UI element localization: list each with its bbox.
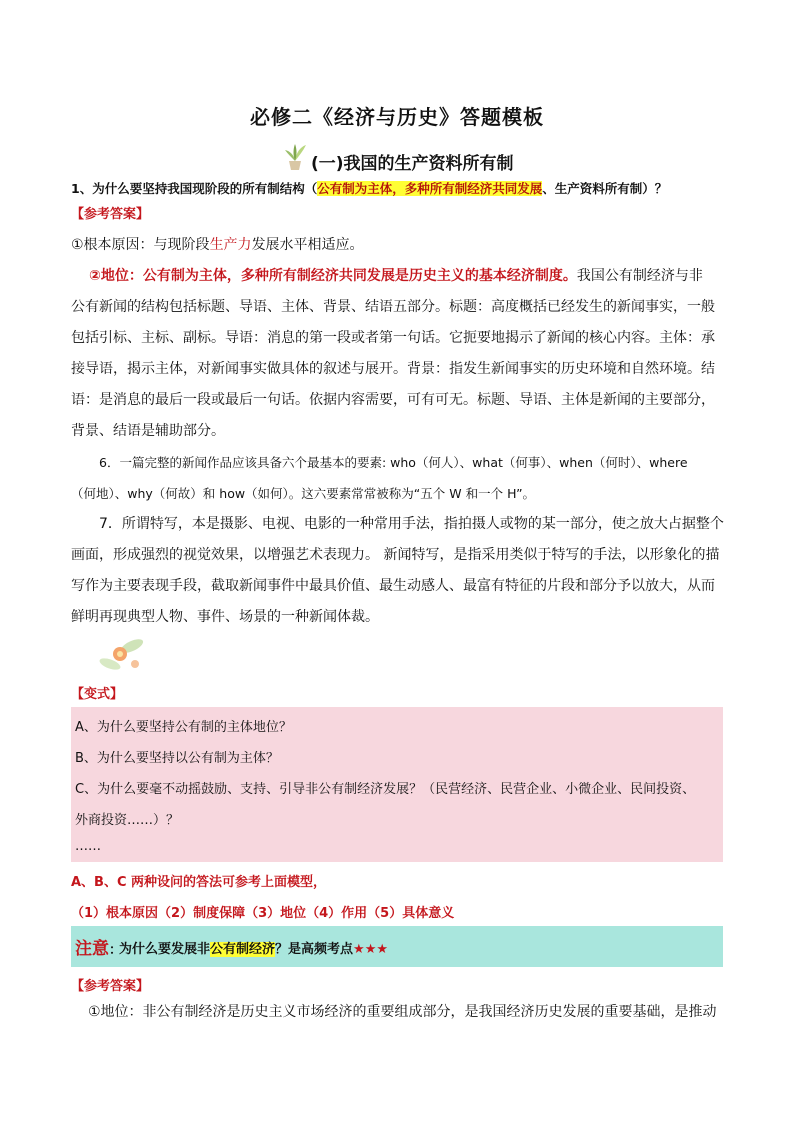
note-colon: ： <box>109 943 123 958</box>
variant-item: B、为什么要坚持以公有制为主体？ <box>75 751 279 766</box>
point-2-line-1 <box>71 261 731 292</box>
note-label-text: 注意 <box>75 939 109 959</box>
point-6-line-2: （何地）、why（何故）和 how（如何）。这六要素常常被称为“五个 W 和一个 H”。 <box>71 486 536 501</box>
question-1-post: 、生产资料所有制）？ <box>542 181 668 196</box>
answer-label: 【参考答案】 <box>71 207 150 222</box>
note-text-pre: 为什么要发展非 <box>119 942 211 957</box>
point-1-post: 发展水平相适应。 <box>251 237 364 253</box>
point-1-text: ①根本原因：与现阶段 <box>71 237 210 253</box>
point-2-line-5: 语：是消息的最后一段或最后一句话。依据内容需要，可有可无。标题、导语、主体是新闻的主要部分， <box>71 392 715 408</box>
section-heading: (一)我国的生产资料所有制 <box>311 154 514 174</box>
variants-summary-1: A、B、C 两种设问的答法可参考上面模型， <box>71 875 327 890</box>
variants-box <box>71 707 723 862</box>
answer-label-2: 【参考答案】 <box>71 979 150 994</box>
note-label <box>75 934 122 959</box>
point-7-line-2: 画面，形成强烈的视觉效果，以增强艺术表现力。 新闻特写，是指采用类似于特写的手法，以形象化的描 <box>71 547 720 563</box>
question-1-highlight: 公有制为主体，多种所有制经济共同发展 <box>317 181 543 196</box>
note-text-post: ？是高频考点 <box>275 942 354 957</box>
point-2-line-2: 公有新闻的结构包括标题、导语、主体、背景、结语五部分。标题：高度概括已经发生的新闻事实，一般 <box>71 299 715 315</box>
point-7-line-3: 写作为主要表现手段，截取新闻事件中最具价值、最生动感人、最富有特征的片段和部分予以放大，从而 <box>71 578 715 594</box>
variant-item: A、为什么要坚持公有制的主体地位？ <box>75 720 292 735</box>
point-6-line-1: 6．一篇完整的新闻作品应该具备六个最基本的要素: who（何人）、what（何事）、when（何时）、where <box>99 455 688 470</box>
variant-item: C、为什么要毫不动摇鼓励、支持、引导非公有制经济发展？（民营经济、民营企业、小微企业、民间投资、 <box>75 782 696 797</box>
answer-2-line-1: ①地位：非公有制经济是历史主义市场经济的重要组成部分，是我国经济历史发展的重要基础，是推动 <box>88 1004 717 1020</box>
variant-item: 外商投资……）？ <box>75 813 180 828</box>
potted-plant-icon <box>282 141 308 171</box>
variant-item: …… <box>75 839 101 854</box>
point-7-line-1: 7．所谓特写，本是摄影、电视、电影的一种常用手法，指拍摄人或物的某一部分，使之放大占据整个 <box>99 516 724 532</box>
point-1-red: 生产力 <box>209 237 252 253</box>
point-2-line-3: 包括引标、主标、副标。导语：消息的第一段或者第一句话。它扼要地揭示了新闻的核心内容。主体：承 <box>71 330 715 346</box>
point-2-rest: 我国公有制经济与非 <box>576 268 703 284</box>
note-highlight: 公有制经济 <box>210 942 276 957</box>
question-1-pre: 1、为什么要坚持我国现阶段的所有制结构（ <box>71 181 318 196</box>
note-text <box>119 938 388 957</box>
point-7-line-4: 鲜明再现典型人物、事件、场景的一种新闻体裁。 <box>71 609 379 625</box>
variants-label: 【变式】 <box>71 687 124 702</box>
point-2-line-6: 背景、结语是辅助部分。 <box>71 423 225 439</box>
answer-body <box>71 230 731 633</box>
variants-summary-2: （1）根本原因（2）制度保障（3）地位（4）作用（5）具体意义 <box>71 906 455 921</box>
question-1 <box>71 179 667 197</box>
flower-decoration-icon <box>98 634 146 676</box>
point-2-line-4: 接导语，揭示主体，对新闻事实做具体的叙述与展开。背景：指发生新闻事实的历史环境和自然环境。结 <box>71 361 715 377</box>
star-rating-icon: ★★★ <box>353 942 389 957</box>
point-1 <box>71 230 731 261</box>
page-title: 必修二《经济与历史》答题模板 <box>250 105 544 129</box>
point-2-red: ②地位：公有制为主体，多种所有制经济共同发展是历史主义的基本经济制度。 <box>89 268 577 284</box>
note-box <box>71 926 723 967</box>
